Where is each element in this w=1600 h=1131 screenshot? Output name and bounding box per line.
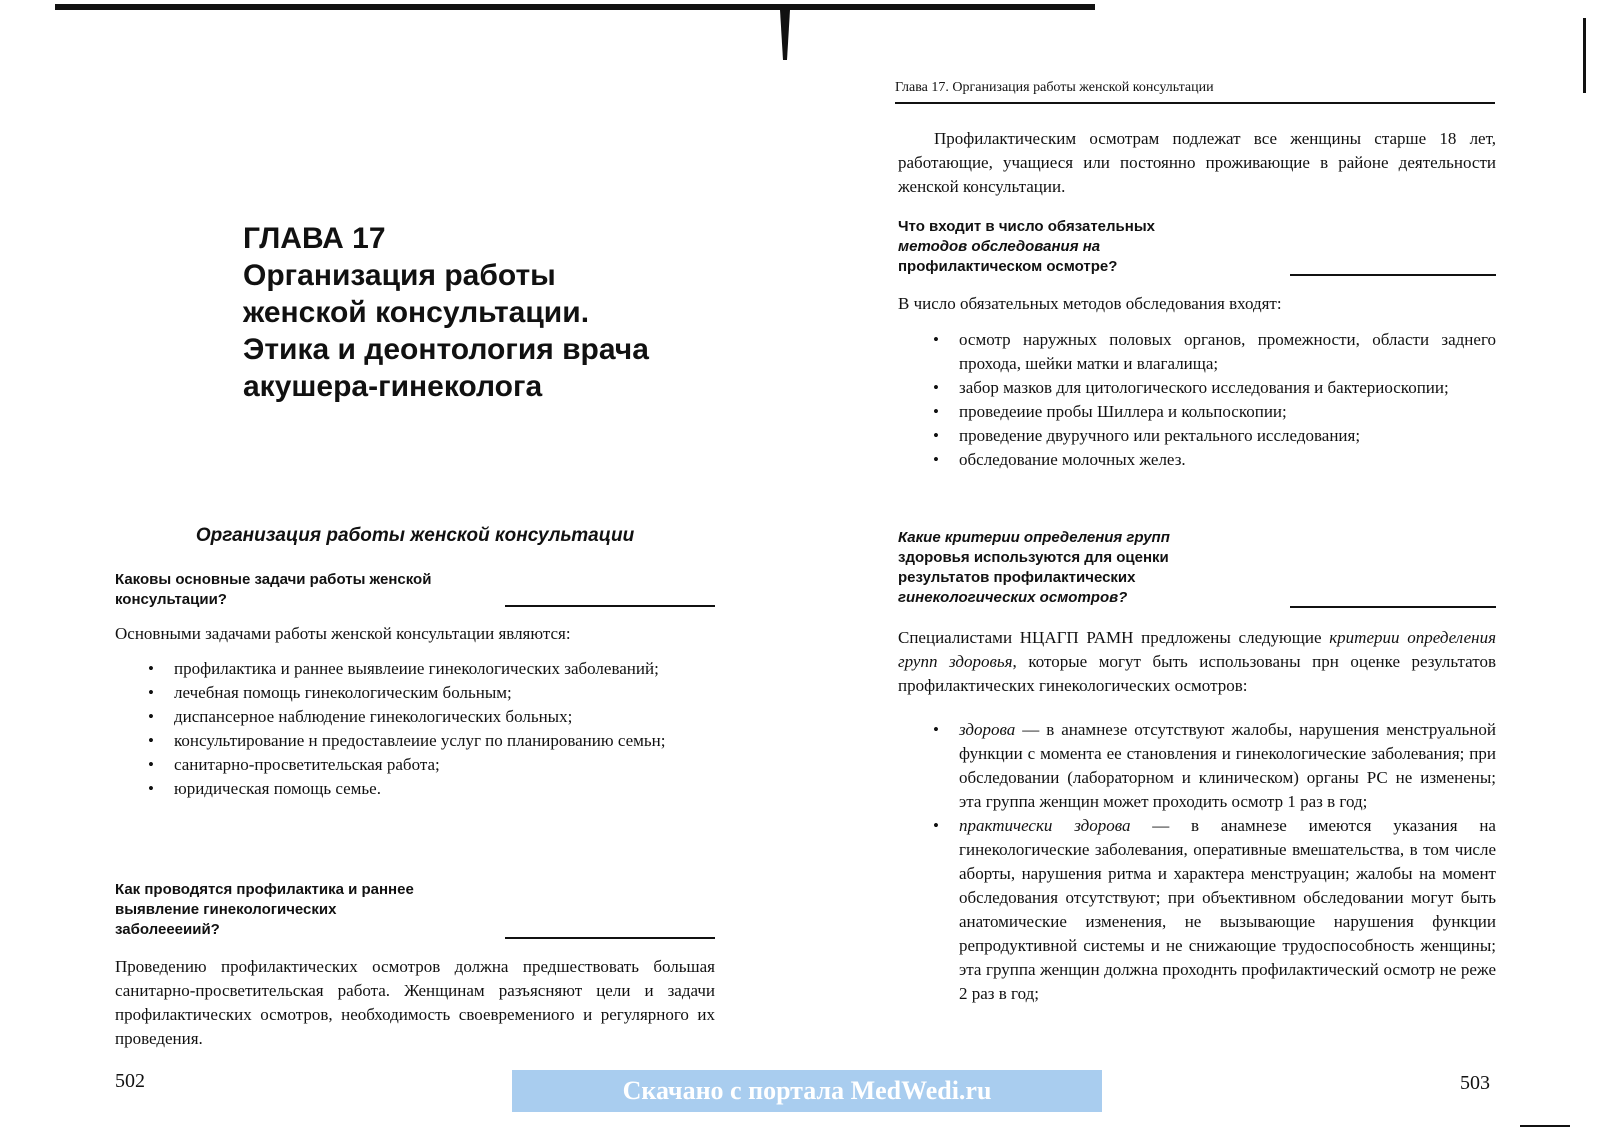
question-line: заболеееиий? bbox=[115, 921, 220, 938]
chapter-title-line: женской консультации. bbox=[243, 296, 590, 329]
question-line: методов обследования на bbox=[898, 238, 1101, 255]
answer-intro: В число обязательных методов обследования входят: bbox=[898, 294, 1282, 313]
page-number: 502 bbox=[115, 1070, 145, 1092]
question-line: консультации? bbox=[115, 591, 227, 608]
question-line: Как проводятся профилактика и раннее bbox=[115, 881, 414, 898]
group-term: здорова bbox=[959, 720, 1016, 739]
question-heading bbox=[115, 880, 515, 940]
answer-intro: Основными задачами работы женской консультации являются: bbox=[115, 624, 571, 643]
question-line: Какие критерии определения групп bbox=[898, 529, 1170, 546]
chapter-title-line: Этика и деонтология врача bbox=[243, 333, 649, 366]
chapter-heading bbox=[243, 220, 723, 405]
criteria-term: критерии определения групп здоровья bbox=[898, 628, 1496, 671]
task-list bbox=[148, 657, 715, 801]
question-line: результатов профилактических bbox=[898, 569, 1136, 586]
list-item bbox=[933, 718, 1496, 814]
criteria-intro bbox=[898, 626, 1496, 698]
group-description: — в анамнезе имеются указания на гинекологические заболевания, оперативные вмешательства, в том числе аборты, нарушения ритма и характера менструацин; жалобы на момент обследования отсутствуют; при объективном обследовании могут быть анатомические изменения, не вызывающие нарушения функции репродуктивной системы и не снижающие трудоспособность женщины; эта группа женщин должна проходнть профилактический осмотр не реже 2 раз в год; bbox=[959, 816, 1496, 1003]
watermark-banner: Скачано с портала MedWedi.ru bbox=[512, 1070, 1102, 1112]
list-item: • забор мазков для цитологического исследования и бактериоскопии; bbox=[933, 376, 1496, 400]
list-item: • проведеиие пробы Шиллера и кольпоскопии; bbox=[933, 400, 1496, 424]
exam-methods-list bbox=[933, 328, 1496, 472]
section-title: Организация работы женской консультации bbox=[195, 525, 635, 546]
chapter-title-line: акушера-гинеколога bbox=[243, 370, 543, 403]
question-line: профилактическом осмотре? bbox=[898, 258, 1118, 275]
list-item: • лечебная помощь гинекологическим больным; bbox=[148, 681, 715, 705]
question-heading bbox=[115, 570, 515, 610]
list-item: • осмотр наружных половых органов, промежности, области заднего прохода, шейки матки и влагалища; bbox=[933, 328, 1496, 376]
list-item: • обследование молочных желез. bbox=[933, 448, 1496, 472]
list-item: • консультирование н предоставлеиие услуг по планированию семьн; bbox=[148, 729, 715, 753]
question-rule bbox=[505, 605, 715, 607]
running-head: Глава 17. Организация работы женской консультации bbox=[895, 80, 1495, 104]
page-number: 503 bbox=[1460, 1072, 1490, 1094]
chapter-title-line: Организация работы bbox=[243, 259, 556, 292]
list-item: • профилактика и раннее выявлеиие гинекологических заболеваний; bbox=[148, 657, 715, 681]
answer-text: Проведению профилактических осмотров должна предшествовать большая санитарно-просветительская работа. Женщинам разъясняют цели и задачи профилактических осмотров, необходимость своевремениого и регулярного их проведения. bbox=[115, 957, 715, 1048]
health-groups-list bbox=[933, 718, 1496, 1006]
question-heading bbox=[898, 217, 1258, 277]
question-line: выявление гинекологических bbox=[115, 901, 337, 918]
question-rule bbox=[1290, 274, 1496, 276]
list-item: • юридическая помощь семье. bbox=[148, 777, 715, 801]
question-line: Каковы основные задачи работы женской bbox=[115, 571, 432, 588]
group-term: практически здорова bbox=[959, 816, 1131, 835]
list-item bbox=[933, 814, 1496, 1006]
question-line: гинекологических осмотров? bbox=[898, 589, 1128, 606]
criteria-intro-text: , которые могут быть использованы прн оценке результатов профилактических гинекологических осмотров: bbox=[898, 652, 1496, 695]
group-description: — в анамнезе отсутствуют жалобы, нарушения менструальной функции с момента ее становления и гинекологические заболевания; при обследовании (лабораторном и клиническом) органы РС не изменены; эта группа женщин может проходить осмотр 1 раз в год; bbox=[959, 720, 1496, 811]
question-line: Что входит в число обязательных bbox=[898, 218, 1155, 235]
list-item: • диспансерное наблюдение гинекологических больных; bbox=[148, 705, 715, 729]
question-rule bbox=[505, 937, 715, 939]
question-rule bbox=[1290, 606, 1496, 608]
question-heading bbox=[898, 528, 1258, 608]
list-item: • санитарно-просветительская работа; bbox=[148, 753, 715, 777]
chapter-number: ГЛАВА 17 bbox=[243, 222, 386, 255]
intro-paragraph: Профилактическим осмотрам подлежат все женщины старше 18 лет, работающие, учащиеся или постоянно проживающие в районе деятельности женской консультации. bbox=[898, 129, 1496, 196]
list-item: • проведение двуручного или ректального исследования; bbox=[933, 424, 1496, 448]
question-line: здоровья используются для оценки bbox=[898, 549, 1169, 566]
criteria-intro-text: Специалистами НЦАГП РАМН предложены следующие bbox=[898, 628, 1330, 647]
